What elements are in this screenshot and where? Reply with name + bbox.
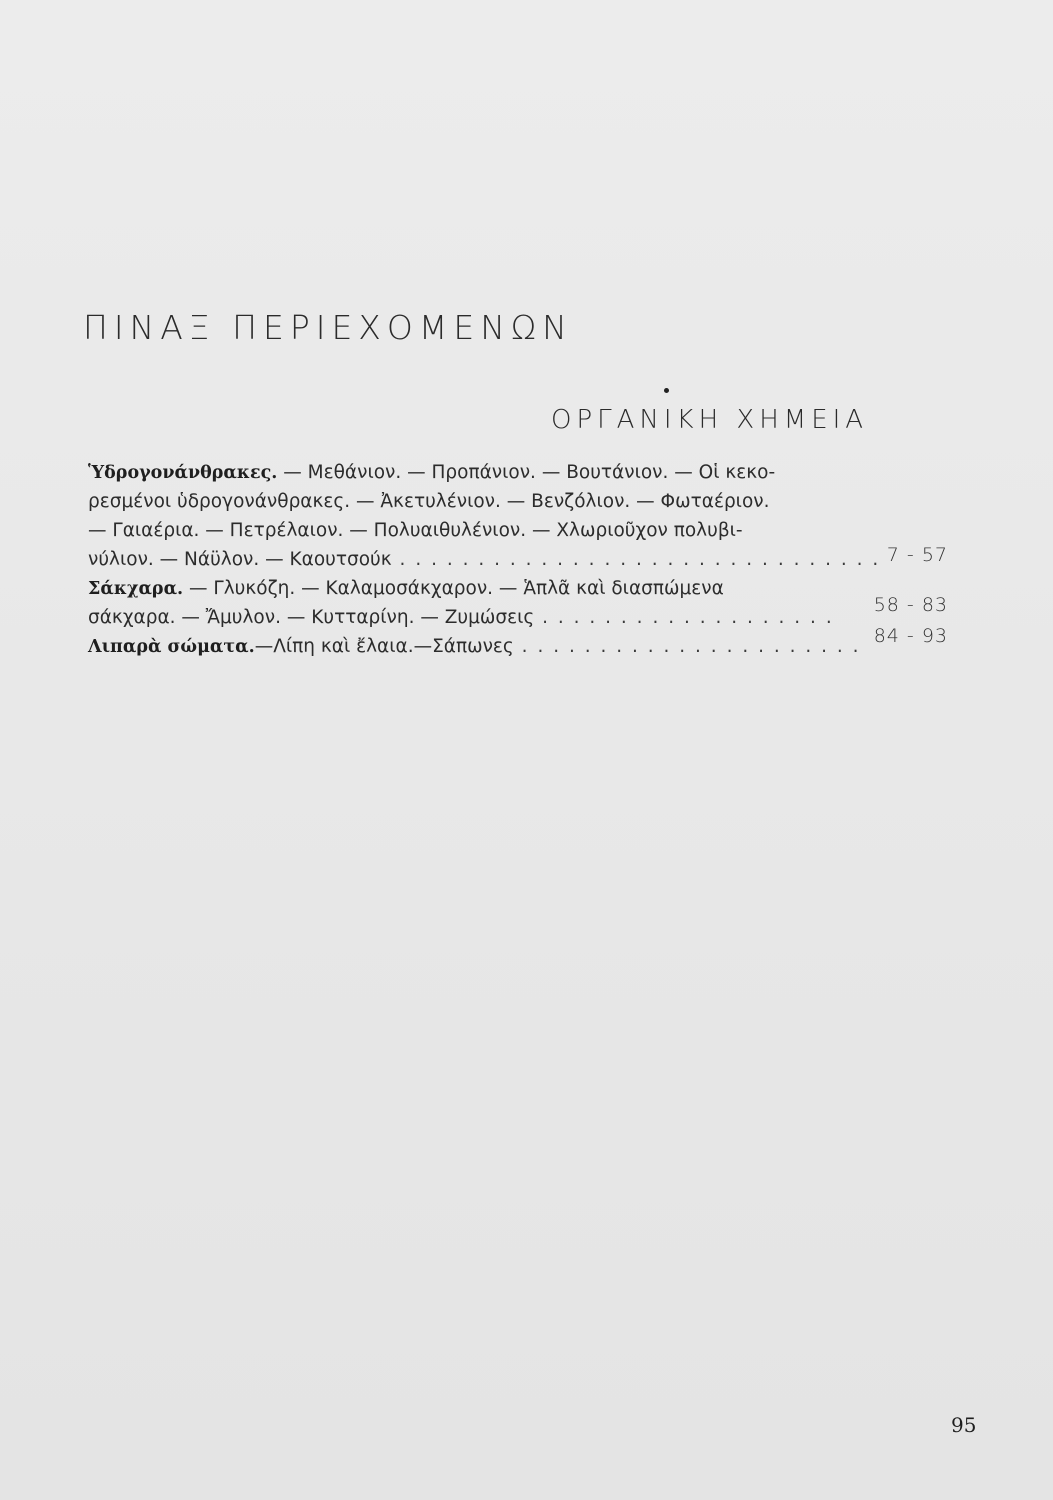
toc-entry-sugars: [88, 574, 958, 632]
page-title: ΠΙΝΑΞ ΠΕΡΙΕΧΟΜΕΝΩΝ: [83, 308, 573, 347]
toc-entry-heading: Σάκχαρα.: [88, 579, 184, 599]
toc-line: [88, 545, 958, 574]
page-number: 95: [951, 1413, 977, 1437]
toc-line-text: ρεσμένοι ὑδρογονάνθρακες. — Ἀκετυλένιον. — Βενζόλιον. — Φωταέριον.: [88, 491, 770, 512]
toc-entry-hydrocarbons: [88, 458, 958, 574]
toc-line-text: νύλιον. — Νάϋλον. — Καουτσούκ: [88, 549, 392, 570]
toc-line: [88, 458, 958, 487]
toc-entry-heading: Ὑδρογονάνθρακες.: [88, 463, 278, 483]
toc-line: [88, 487, 958, 516]
toc-line-text: — Γαιαέρια. — Πετρέλαιον. — Πολυαιθυλένιον. — Χλωριοῦχον πολυβι-: [88, 520, 743, 541]
toc-entry-heading: Λιπαρὰ σώματα.: [88, 637, 255, 657]
dot-leader: . . . . . . . . . . . . . . . . . . . . . . . . . . . . . . .: [391, 549, 881, 570]
toc-line-text: — Μεθάνιον. — Προπάνιον. — Βουτάνιον. — Οἱ κεκο-: [277, 462, 776, 483]
toc-page-range: 58 - 83: [873, 594, 948, 616]
toc-page-range: 84 - 93: [873, 625, 948, 647]
toc-page-range: 7 - 57: [886, 544, 948, 566]
toc-line: [88, 625, 958, 661]
table-of-contents: [88, 458, 958, 661]
dot-leader: . . . . . . . . . . . . . . . . . . . . . .: [513, 636, 861, 657]
dot-leader: . . . . . . . . . . . . . . . . . . .: [534, 607, 834, 628]
decorative-dot: [664, 388, 669, 393]
toc-line: [88, 574, 958, 603]
toc-line-text: —Λίπη καὶ ἔλαια.—Σάπωνες: [254, 636, 514, 657]
toc-line-text: — Γλυκόζη. — Καλαμοσάκχαρον. — Ἁπλᾶ καὶ διασπώμενα: [183, 578, 724, 599]
toc-line: [88, 594, 958, 632]
toc-line: [88, 516, 958, 545]
section-title: ΟΡΓΑΝΙΚΗ ΧΗΜΕΙΑ: [551, 405, 869, 435]
toc-line-text: σάκχαρα. — Ἄμυλον. — Κυτταρίνη. — Ζυμώσεις: [88, 607, 535, 628]
toc-entry-fats: [88, 625, 958, 661]
